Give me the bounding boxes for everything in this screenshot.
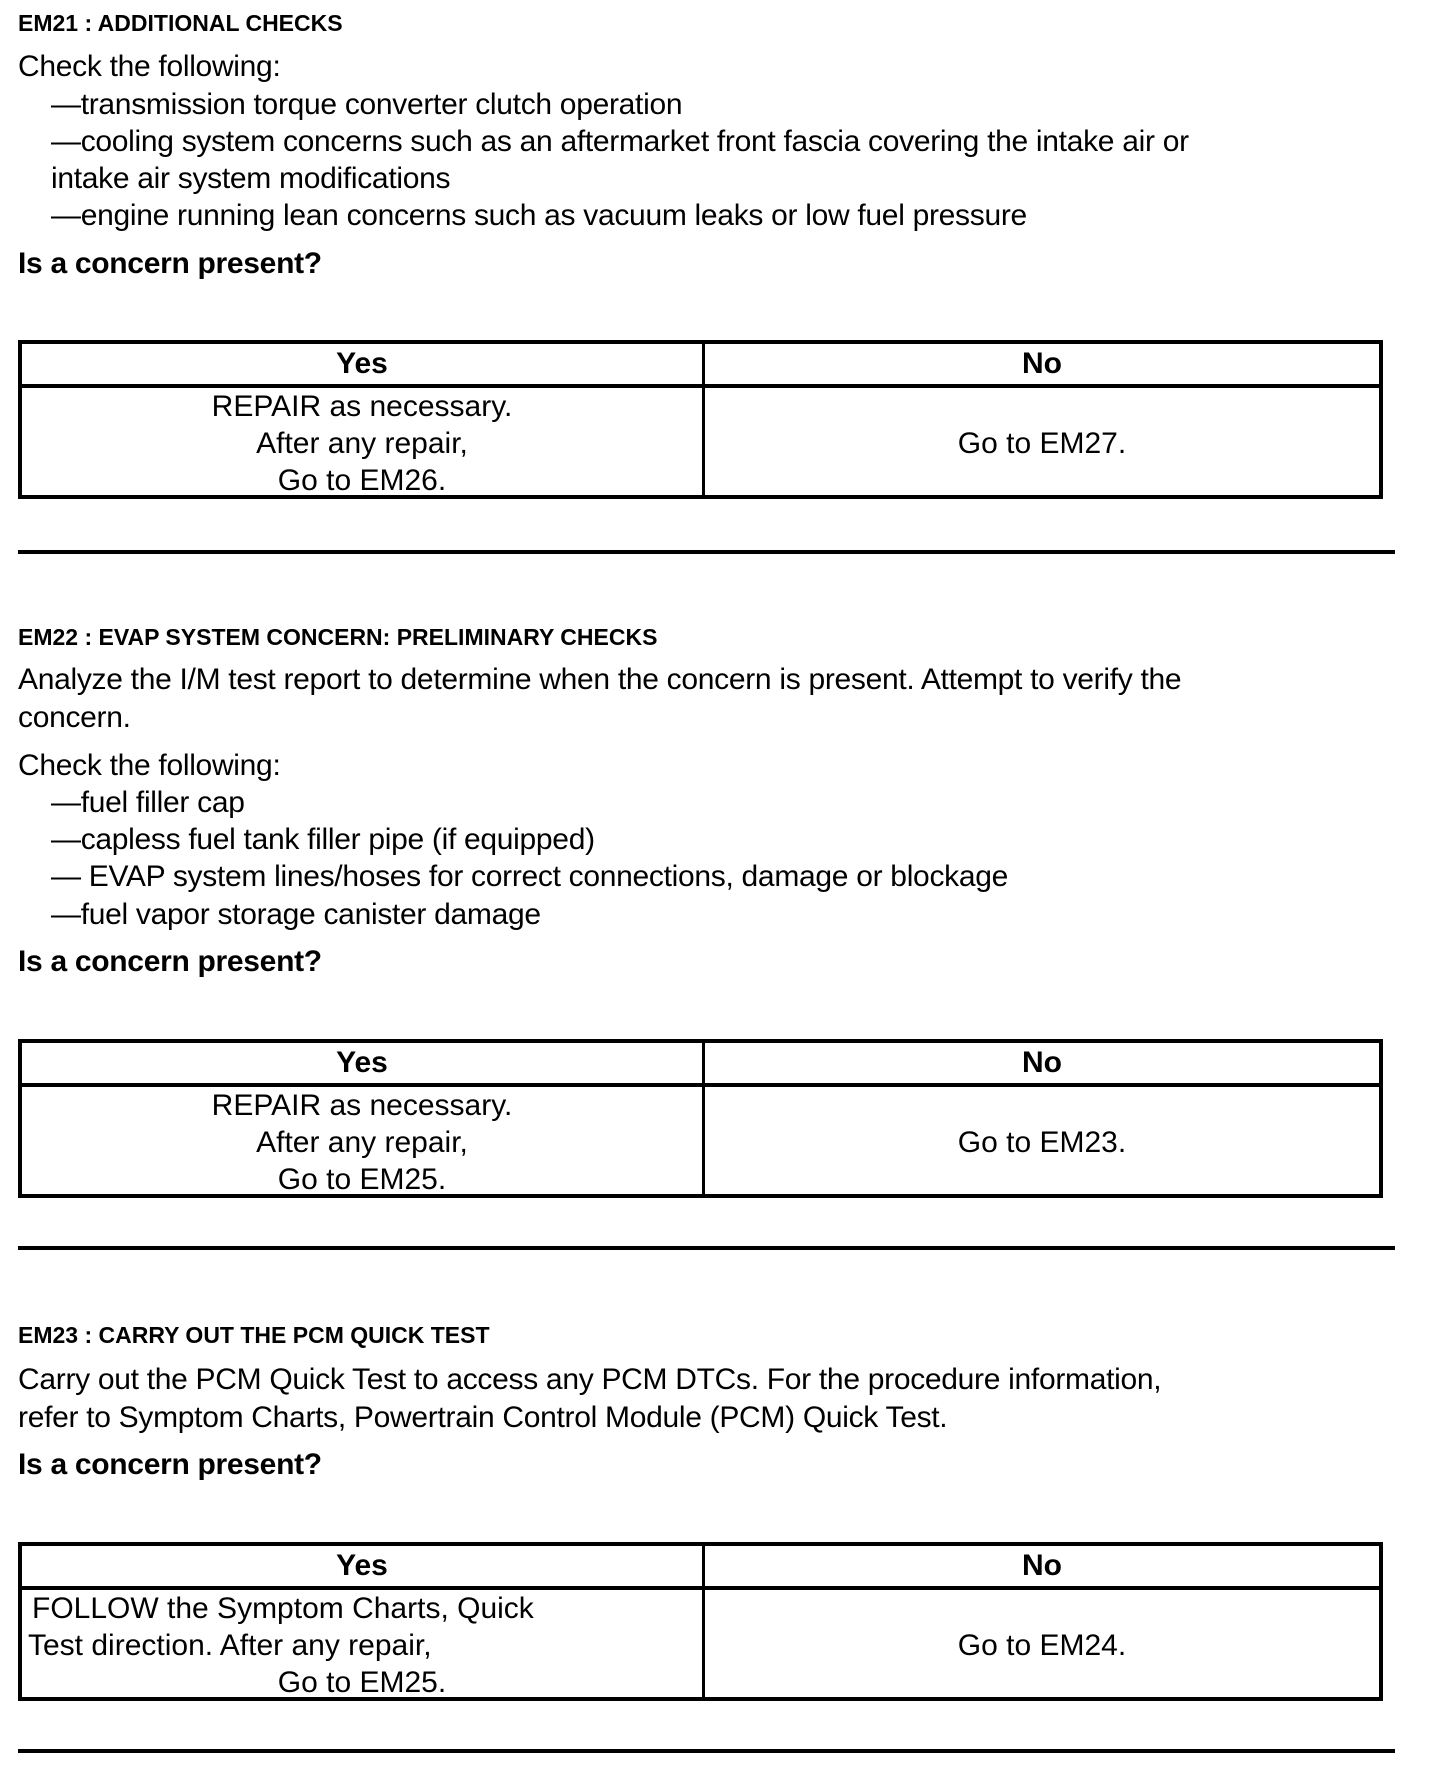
check-item: intake air system modifications [51,162,451,195]
yes-no-table [18,340,1383,499]
no-header: No [1022,347,1062,380]
yes-action-line: REPAIR as necessary. [211,1089,513,1122]
section-title: EM21 : ADDITIONAL CHECKS [18,10,343,36]
paragraph-line: Check the following: [18,749,281,782]
question: Is a concern present? [18,1448,322,1481]
no-header: No [1022,1549,1062,1582]
check-item: —capless fuel tank filler pipe (if equipped) [51,823,595,856]
yes-header: Yes [336,1046,388,1079]
yes-action-line: Go to EM26. [277,464,447,497]
no-action: Go to EM24. [957,1629,1127,1662]
paragraph-line: refer to Symptom Charts, Powertrain Control Module (PCM) Quick Test. [18,1401,948,1434]
yes-action-line: FOLLOW the Symptom Charts, Quick [32,1592,534,1625]
no-action: Go to EM27. [957,427,1127,460]
paragraph-line: Check the following: [18,50,281,83]
yes-no-table [18,1039,1383,1198]
yes-header: Yes [336,1549,388,1582]
yes-header: Yes [336,347,388,380]
yes-action-line: After any repair, [256,1126,468,1159]
yes-action-line: Go to EM25. [277,1666,447,1699]
section-divider [18,1246,1395,1250]
check-item: —cooling system concerns such as an aftermarket front fascia covering the intake air or [51,125,1189,158]
yes-action-line: Go to EM25. [277,1163,447,1196]
yes-action-line: Test direction. After any repair, [28,1629,432,1662]
question: Is a concern present? [18,247,322,280]
section-title: EM23 : CARRY OUT THE PCM QUICK TEST [18,1322,490,1348]
no-header: No [1022,1046,1062,1079]
check-item: —fuel vapor storage canister damage [51,898,541,931]
check-item: — EVAP system lines/hoses for correct connections, damage or blockage [51,860,1008,893]
section-title: EM22 : EVAP SYSTEM CONCERN: PRELIMINARY CHECKS [18,624,658,650]
yes-no-table [18,1542,1383,1701]
yes-action-line: REPAIR as necessary. [211,390,513,423]
check-item: —fuel filler cap [51,786,245,819]
paragraph-line: Analyze the I/M test report to determine when the concern is present. Attempt to verify the [18,663,1182,696]
section-divider [18,1749,1395,1753]
yes-action-line: After any repair, [256,427,468,460]
question: Is a concern present? [18,945,322,978]
check-item: —transmission torque converter clutch operation [51,88,683,121]
paragraph-line: concern. [18,701,131,734]
no-action: Go to EM23. [957,1126,1127,1159]
check-item: —engine running lean concerns such as vacuum leaks or low fuel pressure [51,199,1027,232]
paragraph-line: Carry out the PCM Quick Test to access any PCM DTCs. For the procedure information, [18,1363,1162,1396]
section-divider [18,550,1395,554]
